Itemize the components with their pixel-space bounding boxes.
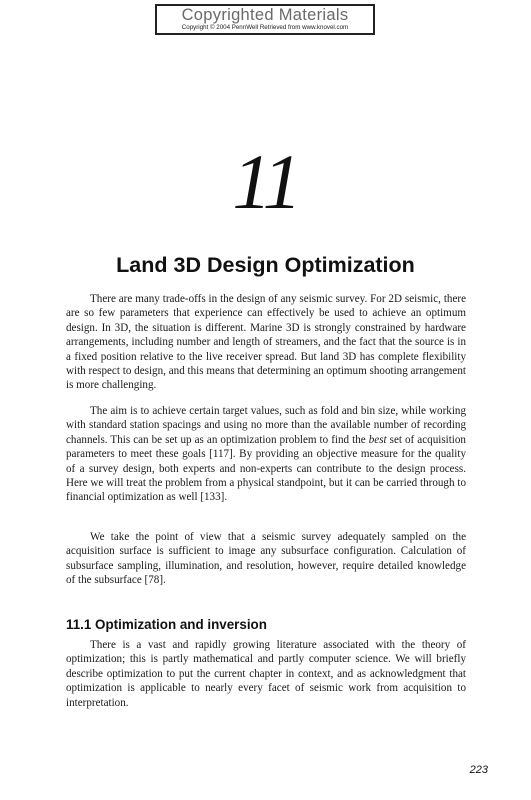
copyright-stamp [155,4,375,35]
chapter-title: Land 3D Design Optimization [116,253,415,277]
emphasis-text: best [368,433,387,446]
body-paragraph [66,404,466,505]
paragraph-text: set of acquisition parameters to meet these goals [117]. By providing an objective measure for the quality of a survey design, both experts and non-experts can contribute to the design process. Here we will treat the problem from a physical standpoint, but it can be carried through to financial optimization as well [133]. [66,433,466,504]
page-number: 223 [469,764,488,776]
chapter-number: 11 [232,138,299,225]
body-paragraph: We take the point of view that a seismic survey adequately sampled on the acquisition surface is sufficient to image any subsurface configuration. Calculation of subsurface sampling, illumination, and resolution, however, require detailed knowledge of the subsurface [78]. [66,531,466,587]
copyright-stamp-title: Copyrighted Materials [181,6,349,24]
body-paragraph: There is a vast and rapidly growing literature associated with the theory of optimization; this is partly mathematical and partly computer science. We will briefly describe optimization to put the current chapter in context, and as acknowledgment that optimization is applicable to nearly every facet of seismic work from acquisition to interpretation. [66,639,466,709]
paragraph-text: The aim is to achieve certain target values, such as fold and bin size, while working with standard station spacings and using no more than the available number of recording channels. This can be set up as an optimization problem to find the [66,405,466,446]
body-paragraph: There are many trade-offs in the design of any seismic survey. For 2D seismic, there are so few parameters that experience can effectively be used to achieve an optimum design. In 3D, the situation is different. Marine 3D is strongly constrained by hardware arrangements, including number and length of streamers, and the fact that the source is in a fixed position relative to the live receiver spread. But land 3D has complete flexibility with respect to design, and this means that determining an optimum shooting arrangement is more challenging. [66,293,466,392]
section-heading: 11.1 Optimization and inversion [66,617,267,632]
copyright-stamp-subtitle: Copyright © 2004 PennWell Retrieved from www.knovel.com [181,24,349,31]
